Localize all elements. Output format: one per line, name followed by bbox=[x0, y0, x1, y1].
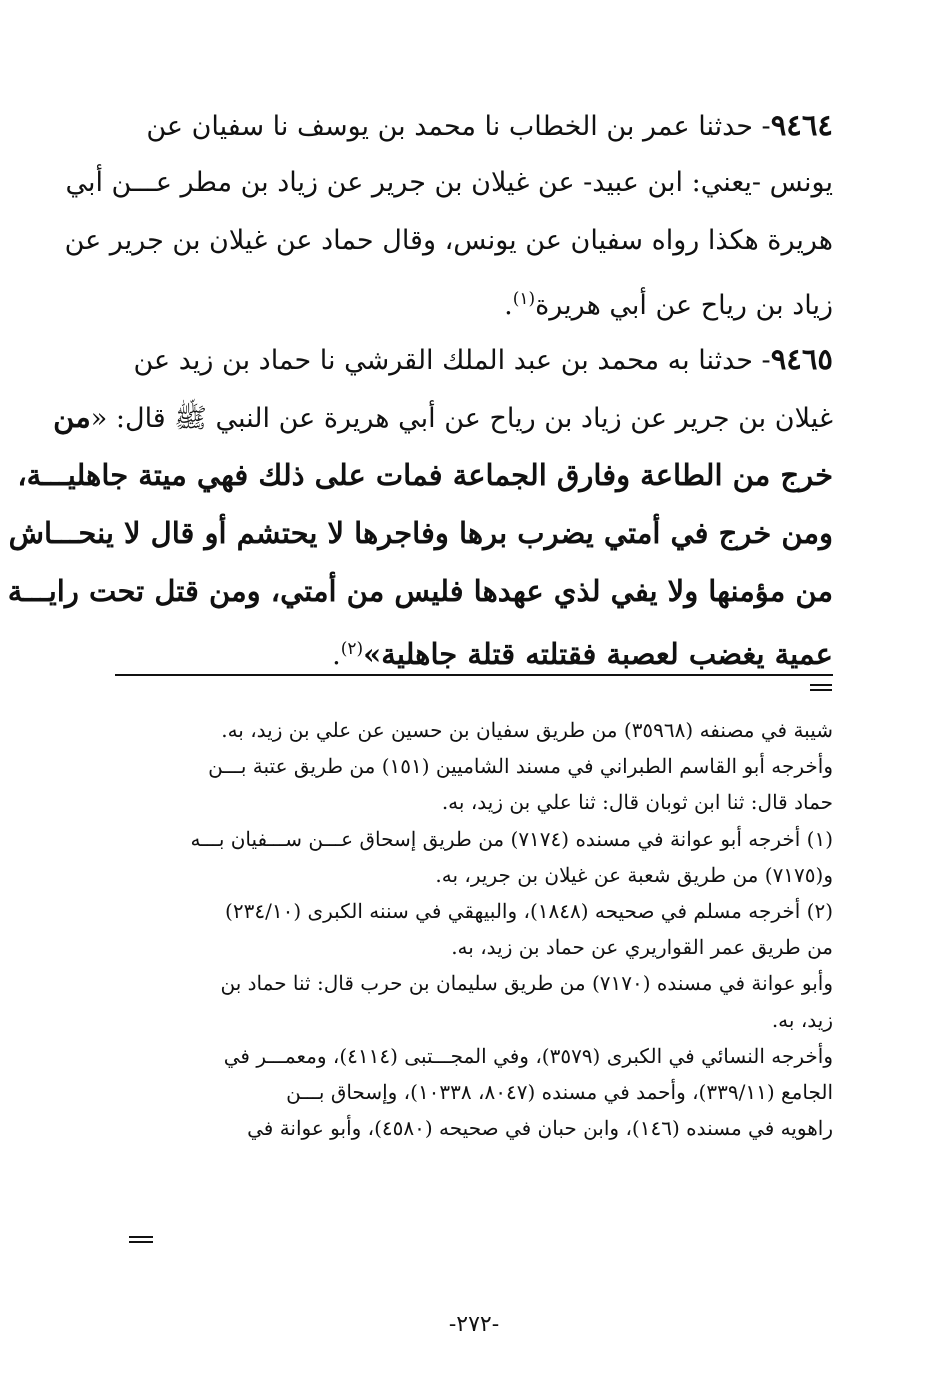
footnote-ref: (٢) bbox=[340, 639, 364, 659]
continuation-mark bbox=[810, 684, 832, 692]
hadith-9464 bbox=[64, 96, 833, 328]
footnote-line: (٢) أخرجه مسلم في صحيحه (١٨٤٨)، والبيهقي في سننه الكبرى (٢٣٤/١٠) bbox=[225, 898, 833, 923]
footnote-line: الجامع (٣٣٩/١١)، وأحمد في مسنده (٨٠٤٧، ١٠٣٣٨)، وإسحاق بـــن bbox=[286, 1079, 833, 1104]
footnote-line: وأخرجه أبو القاسم الطبراني في مسند الشاميين (١٥١) من طريق عتبة بـــن bbox=[208, 754, 833, 779]
footnote-ref: (١) bbox=[512, 289, 536, 309]
continuation-mark bbox=[129, 1236, 153, 1246]
hadith-number: ٩٤٦٥ bbox=[770, 342, 833, 376]
hadith-number: ٩٤٦٤ bbox=[770, 108, 833, 142]
footnote-line: وأخرجه النسائي في الكبرى (٣٥٧٩)، وفي المجـــتبى (٤١١٤)، ومعمـــر في bbox=[223, 1043, 833, 1068]
page-number: -٢٧٢- bbox=[448, 1312, 500, 1337]
footnote-line: شيبة في مصنفه (٣٥٩٦٨) من طريق سفيان بن حسين عن علي بن زيد، به. bbox=[221, 718, 833, 742]
hadith-line: زياد بن رياح عن أبي هريرة$^{(١)}$. bbox=[504, 289, 833, 321]
footnote-line: وأبو عوانة في مسنده (٧١٧٠) من طريق سليمان بن حرب قال: ثنا حماد بن bbox=[220, 971, 833, 996]
hadith-line: ٩٤٦٥- حدثنا به محمد بن عبد الملك القرشي نا حماد بن زيد عن bbox=[133, 342, 833, 376]
footnote-line: (١) أخرجه أبو عوانة في مسنده (٧١٧٤) من طريق إسحاق عـــن ســـفيان بـــه bbox=[190, 826, 833, 851]
footnote-line: حماد قال: ثنا ابن ثوبان قال: ثنا علي بن زيد، به. bbox=[441, 790, 833, 815]
hadith-text-bold: ومن خرج في أمتي يضرب برها وفاجرها لا يحتشم أو قال لا ينحـــاش bbox=[8, 516, 833, 550]
hadith-line: عمية يغضب لعصبة فقتلته قتلة جاهلية»$^{(٢)}$. bbox=[332, 637, 833, 671]
hadith-line: ٩٤٦٤- حدثنا عمر بن الخطاب نا محمد بن يوسف نا سفيان عن bbox=[146, 108, 833, 142]
hadith-text-bold: خرج من الطاعة وفارق الجماعة فمات على ذلك فهي ميتة جاهليـــة، bbox=[17, 458, 833, 492]
hadith-line: غيلان بن جرير عن زياد بن رياح عن أبي هريرة عن النبي ﷺ قال: «من bbox=[53, 400, 833, 434]
footnote-line: زيد، به. bbox=[771, 1007, 833, 1032]
hadith-line: هريرة هكذا رواه سفيان عن يونس، وقال حماد عن غيلان بن جرير عن bbox=[64, 225, 833, 256]
footnote-separator bbox=[115, 674, 833, 676]
footnotes bbox=[128, 712, 833, 1146]
hadith-text-bold: من مؤمنها ولا يفي لذي عهدها فليس من أمتي، ومن قتل تحت رايـــة bbox=[7, 574, 833, 608]
footnote-line: من طريق عمر القواريري عن حماد بن زيد، به. bbox=[451, 935, 833, 960]
footnote-line: و(٧١٧٥) من طريق شعبة عن غيلان بن جرير، به. bbox=[435, 862, 833, 887]
hadith-line: يونس -يعني: ابن عبيد- عن غيلان بن جرير عن زياد بن مطر عـــن أبي bbox=[65, 167, 833, 198]
footnote-line: راهويه في مسنده (١٤٦)، وابن حبان في صحيحه (٤٥٨٠)، وأبو عوانة في bbox=[247, 1116, 833, 1141]
hadith-9465 bbox=[7, 330, 833, 678]
